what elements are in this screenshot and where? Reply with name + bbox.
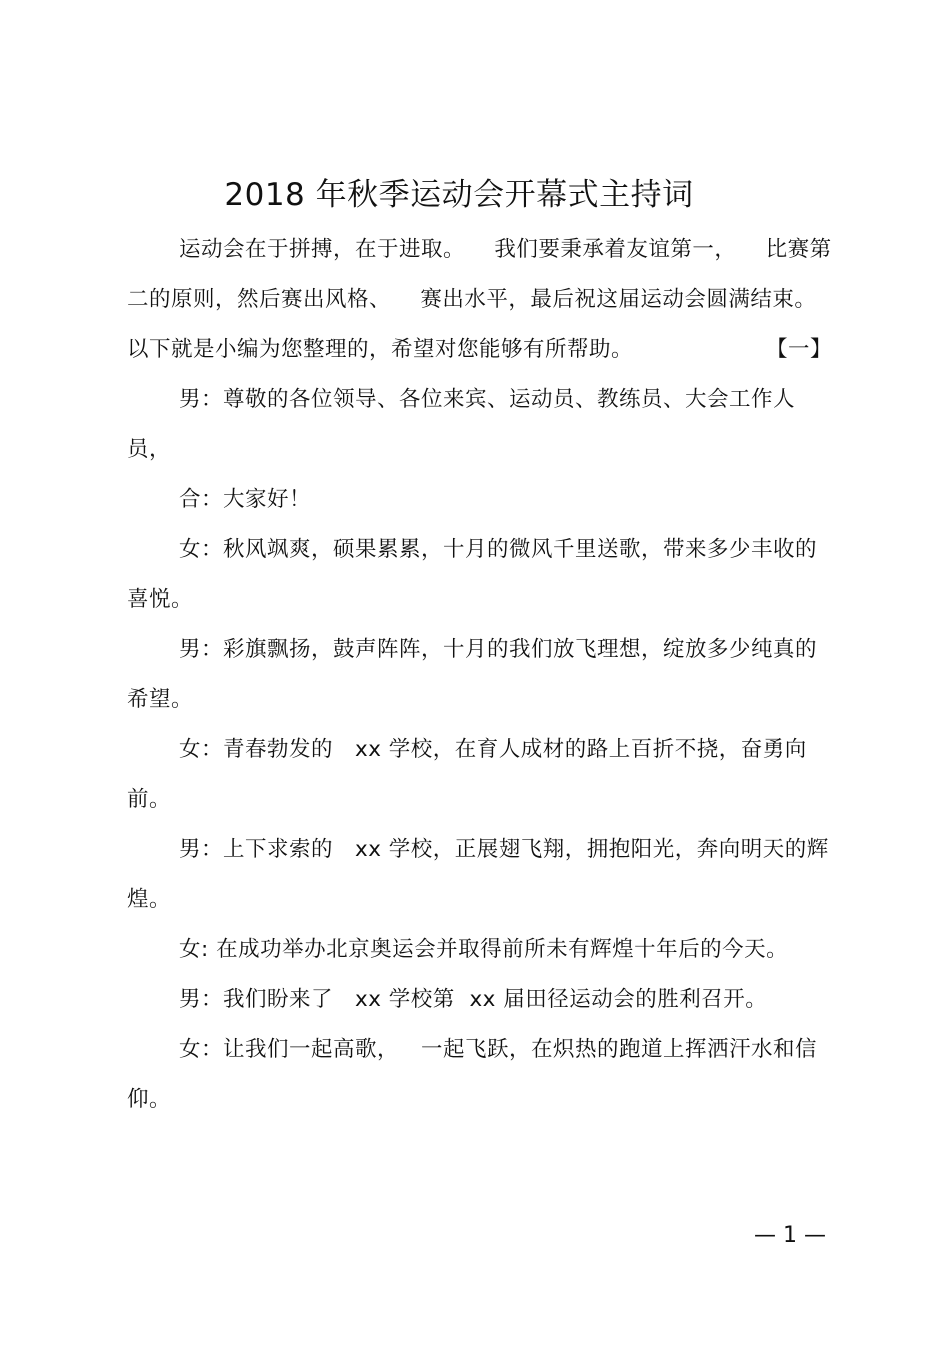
paragraph-text: 女: 在成功举办北京奥运会并取得前所未有辉煌十年后的今天。 — [179, 937, 789, 962]
section-marker: 【一】 — [765, 337, 832, 362]
paragraph-text: 女：秋风飒爽，硕果累累，十月的微风千里送歌，带来多少丰收的喜悦。 — [127, 537, 818, 612]
paragraph-line — [127, 375, 832, 475]
paragraph-text: 男：上下求索的 xx 学校，正展翅飞翔，拥抱阳光，奔向明天的辉煌。 — [127, 837, 829, 912]
paragraph-line — [127, 475, 832, 525]
paragraph-line — [127, 825, 832, 925]
paragraph-line — [127, 625, 832, 725]
page-number: — 1 — — [754, 1223, 826, 1248]
paragraph-line — [127, 975, 832, 1025]
paragraph-text: 男：我们盼来了 xx 学校第 xx 届田径运动会的胜利召开。 — [179, 987, 768, 1012]
paragraph-text: 合：大家好！ — [179, 487, 312, 512]
paragraph-line — [127, 925, 832, 975]
document-body — [127, 225, 832, 1125]
paragraph-text: 女：青春勃发的 xx 学校，在育人成材的路上百折不挠，奋勇向前。 — [127, 737, 807, 812]
paragraph-text: 男：彩旗飘扬，鼓声阵阵，十月的我们放飞理想，绽放多少纯真的希望。 — [127, 637, 818, 712]
paragraph-text: 女：让我们一起高歌， 一起飞跃，在炽热的跑道上挥洒汗水和信仰。 — [127, 1037, 818, 1112]
paragraph-line — [127, 725, 832, 825]
paragraph-text: 男：尊敬的各位领导、各位来宾、运动员、教练员、大会工作人员， — [127, 387, 796, 462]
paragraph-text: 运动会在于拼搏，在于进取。 我们要秉承着友谊第一， 比赛第二的原则，然后赛出风格、 赛出水平，最后祝这届运动会圆满结束。以下就是小编为您整理的，希望对您能够有所帮助。 — [127, 237, 832, 362]
paragraph-line — [127, 525, 832, 625]
paragraph-line — [127, 1025, 832, 1125]
paragraph-intro — [127, 225, 832, 375]
document-title: 2018 年秋季运动会开幕式主持词 — [224, 177, 694, 213]
